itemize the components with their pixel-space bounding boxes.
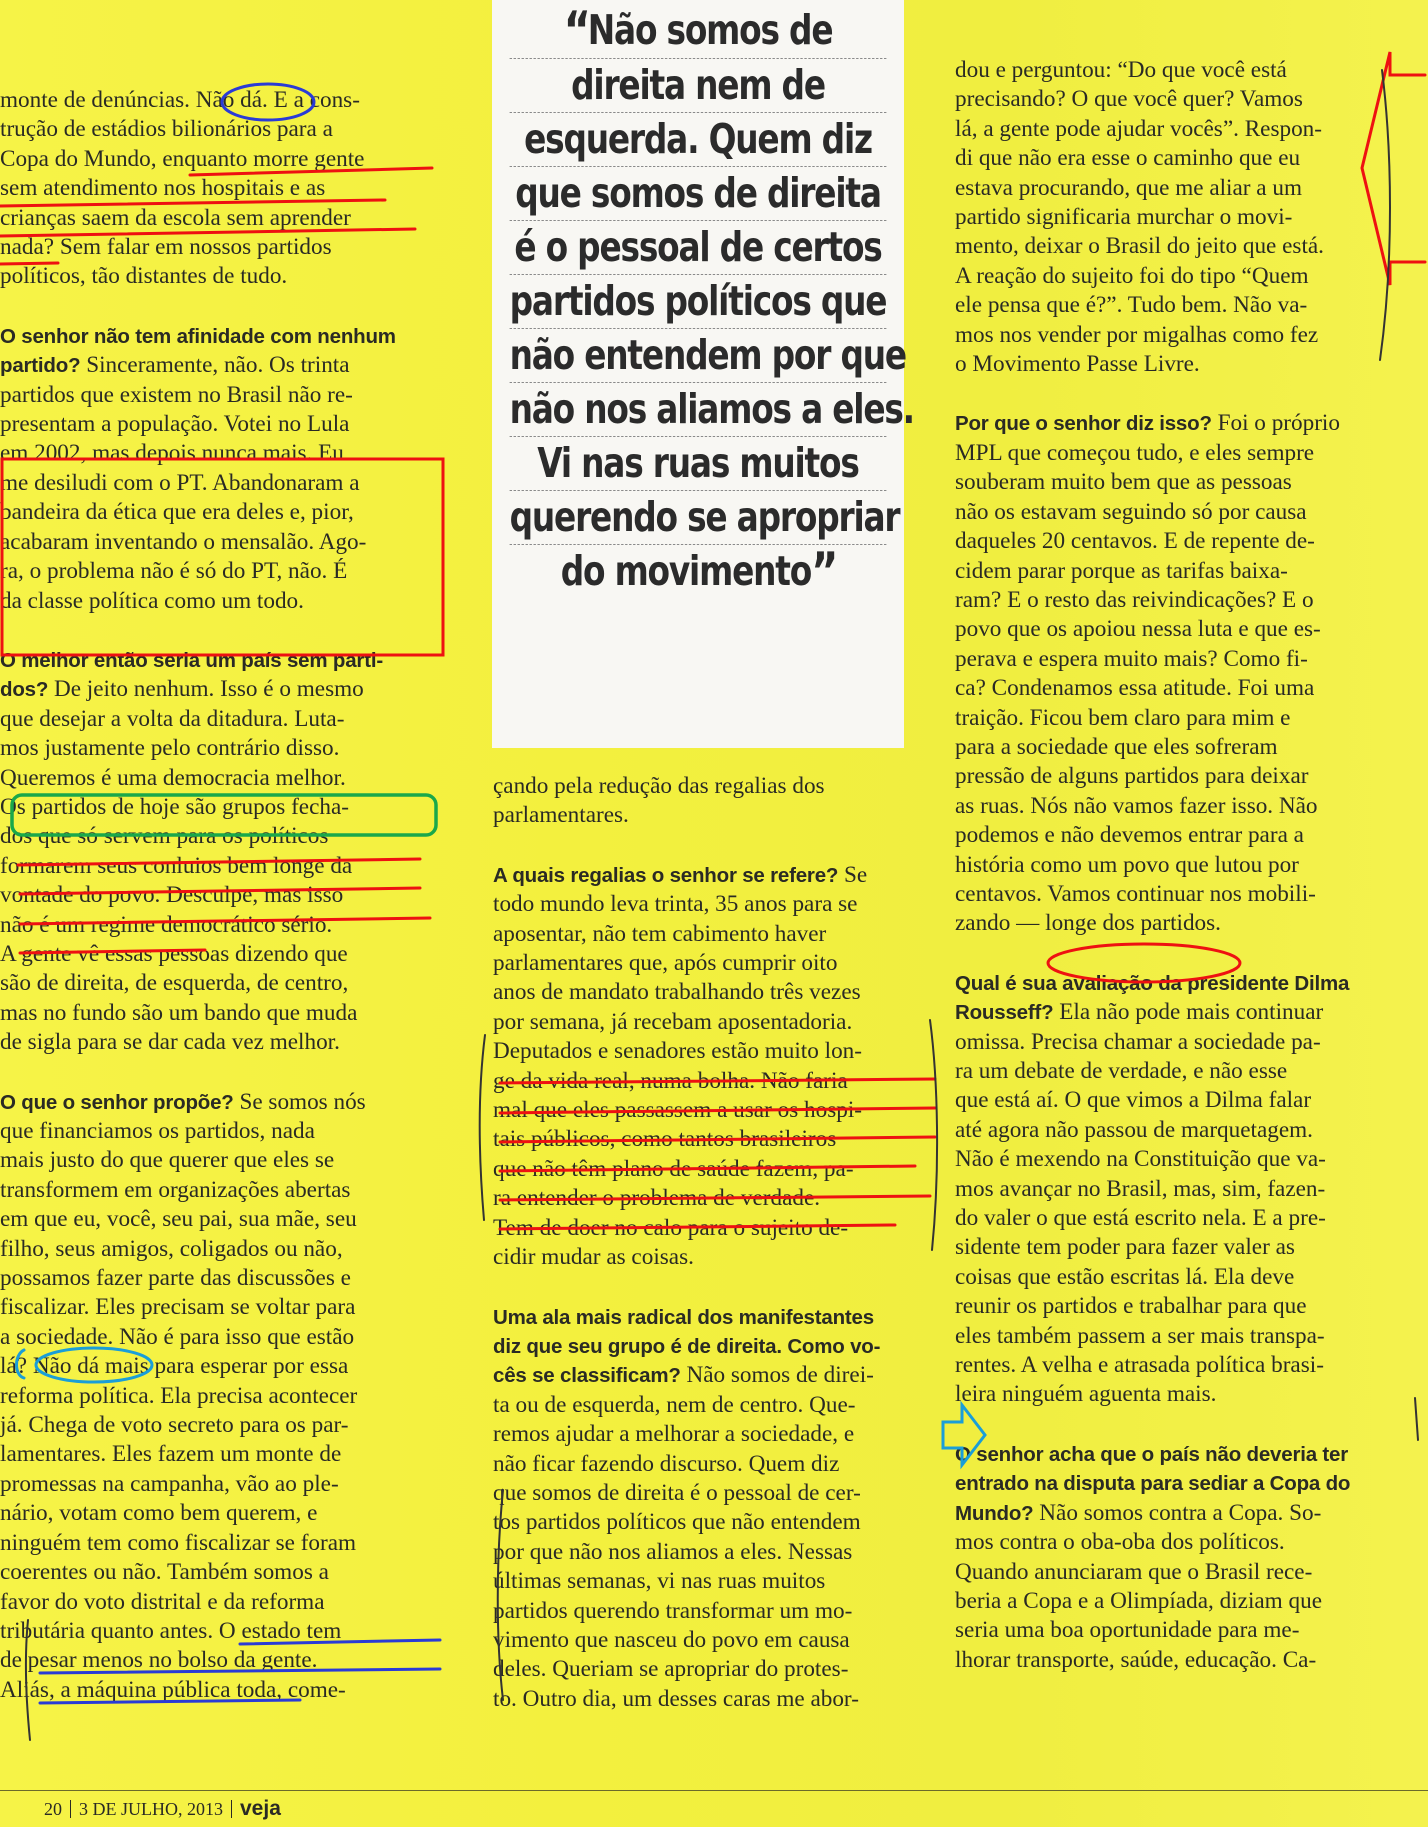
text-line: çando pela redução das regalias dos <box>493 773 825 799</box>
text-line: vontade do povo. Desculpe, mas isso <box>0 882 344 909</box>
pull-quote-text: Não somos de <box>587 6 833 54</box>
text-line: já. Chega de voto secreto para os par- <box>0 1412 349 1439</box>
interview-question: diz que seu grupo é de direita. Como vo- <box>493 1334 881 1358</box>
text-line: Não é mexendo na Constituição que va- <box>955 1146 1326 1173</box>
text-line: são de direita, de esquerda, de centro, <box>0 970 349 997</box>
text-block <box>955 409 1427 938</box>
text-line: que somos de direita é o pessoal de cer- <box>493 1479 861 1506</box>
text-line: precisando? O que você quer? Vamos <box>955 86 1303 113</box>
question-line <box>955 998 1427 1027</box>
text-line: A gente vê essas pessoas dizendo que <box>0 940 348 967</box>
pull-quote-line <box>509 491 900 545</box>
text-line: possamos fazer parte das discussões e <box>0 1265 351 1292</box>
text-line: todo mundo leva trinta, 35 anos para se <box>493 891 858 918</box>
text-line: ninguém tem como fiscalizar se foram <box>0 1529 357 1556</box>
interview-question: A quais regalias o senhor se refere? <box>493 863 839 887</box>
text-line: Queremos é uma democracia melhor. <box>0 764 346 791</box>
text-line: ra um debate de verdade, e não esse <box>955 1058 1288 1084</box>
answer-start: Se somos nós <box>239 1088 366 1115</box>
text-line: lá, a gente pode ajudar vocês”. Respon- <box>955 115 1322 142</box>
answer-start: Não somos contra a Copa. So- <box>1039 1499 1322 1526</box>
text-line: omissa. Precisa chamar a sociedade pa- <box>955 1028 1321 1055</box>
pull-quote-text: direita nem de <box>571 61 825 109</box>
question-line <box>493 1361 941 1390</box>
text-line: por semana, já recebam aposentadoria. <box>493 1008 853 1035</box>
text-line: do valer o que está escrito nela. E a pre- <box>955 1205 1326 1232</box>
question-line <box>955 409 1427 438</box>
question-line <box>493 1303 941 1332</box>
text-line: tos partidos políticos que não entendem <box>493 1509 861 1536</box>
text-line: fiscalizar. Eles precisam se voltar para <box>0 1294 356 1321</box>
text-line: partidos querendo transformar um mo- <box>493 1597 853 1624</box>
text-line: sem atendimento nos hospitais e as <box>0 175 326 202</box>
text-line: não os estavam seguindo só por causa <box>955 498 1307 525</box>
pull-quote-text: partidos políticos que <box>509 277 887 325</box>
text-line: mos nos vender por migalhas como fez <box>955 321 1319 348</box>
question-line <box>955 1440 1427 1469</box>
text-line: para a sociedade que eles sofreram <box>955 733 1278 760</box>
pull-quote-line <box>510 275 887 329</box>
text-line: perava e espera muito mais? Como fi- <box>955 645 1308 672</box>
interview-question: Rousseff? <box>955 1001 1054 1025</box>
text-line: cidir mudar as coisas. <box>493 1244 694 1271</box>
text-line: ca? Condenamos essa atitude. Foi uma <box>955 675 1315 702</box>
text-line: aposentar, não tem cabimento haver <box>493 920 827 947</box>
text-line: últimas semanas, vi nas ruas muitos <box>493 1568 826 1595</box>
pull-quote-line <box>509 329 906 383</box>
text-line: A reação do sujeito foi do tipo “Quem <box>955 262 1309 289</box>
pull-quote-text: esquerda. Quem diz <box>524 115 872 163</box>
pull-quote-text: querendo se apropriar <box>509 493 900 541</box>
text-line: mas no fundo são um bando que muda <box>0 999 358 1026</box>
interview-question: cês se classificam? <box>493 1364 681 1388</box>
text-line: acabaram inventando o mensalão. Ago- <box>0 528 367 555</box>
text-line: cidem parar porque as tarifas baixa- <box>955 557 1288 584</box>
text-line: traição. Ficou bem claro para mim e <box>955 704 1291 731</box>
text-line: ge da vida real, numa bolha. Não faria <box>493 1067 848 1094</box>
text-line: não ficar fazendo discurso. Quem diz <box>493 1450 840 1477</box>
magazine-brand: veja <box>240 1797 281 1820</box>
text-block <box>955 969 1427 1410</box>
text-line: da classe política como um todo. <box>0 587 304 614</box>
text-line: crianças saem da escola sem aprender <box>0 204 351 231</box>
text-line: reunir os partidos e trabalhar para que <box>955 1293 1307 1320</box>
text-line: nário, votam como bem querem, e <box>0 1500 318 1527</box>
text-line: transformem em organizações abertas <box>0 1176 351 1203</box>
text-line: até agora não passou de marquetagem. <box>955 1116 1313 1143</box>
interview-question: Qual é sua avaliação da presidente Dilma <box>955 971 1350 995</box>
pull-quote-line <box>510 542 887 602</box>
footer-rule <box>0 1790 1428 1791</box>
interview-question: partido? <box>0 354 81 378</box>
text-line: Tem de doer no calo para o sujeito de- <box>493 1214 849 1241</box>
text-block <box>0 1088 440 1706</box>
text-line: ra, o problema não é só do PT, não. É <box>0 558 348 585</box>
answer-start: Se <box>844 861 868 888</box>
text-line: ra entender o problema de verdade. <box>493 1185 821 1212</box>
text-line: que está aí. O que vimos a Dilma falar <box>955 1087 1312 1114</box>
text-line: povo que os apoiou nessa luta e que es- <box>955 616 1321 643</box>
text-block <box>955 56 1427 379</box>
question-line <box>0 1088 440 1117</box>
text-line: formarem seus conluios bem longe da <box>0 852 353 879</box>
text-line: Aliás, a máquina pública toda, come- <box>0 1676 346 1703</box>
pull-quote-line <box>510 221 887 275</box>
pull-quote-text: que somos de direita <box>515 169 881 217</box>
text-line: souberam muito bem que as pessoas <box>955 469 1292 496</box>
answer-start: Não somos de direi- <box>686 1362 874 1389</box>
text-line: vimento que nasceu do povo em causa <box>493 1626 850 1653</box>
text-line: lamentares. Eles fazem um monte de <box>0 1441 342 1468</box>
pull-quote-text: não nos aliamos a eles. <box>509 385 914 433</box>
text-line: mento, deixar o Brasil do jeito que está. <box>955 233 1324 260</box>
question-line <box>0 351 440 380</box>
text-line: tributária quanto antes. O estado tem <box>0 1617 342 1644</box>
text-line: história como um povo que lutou por <box>955 851 1299 878</box>
page-footer <box>44 1797 281 1821</box>
text-line: ele pensa que é?”. Tudo bem. Não va- <box>955 292 1308 319</box>
question-line <box>955 1469 1427 1498</box>
text-line: que não têm plano de saúde fazem, pa- <box>493 1155 854 1182</box>
text-line: a sociedade. Não é para isso que estão <box>0 1323 355 1350</box>
text-line: mais justo do que querer que eles se <box>0 1147 335 1174</box>
interview-question: O que o senhor propõe? <box>0 1090 234 1114</box>
pull-quote-text: é o pessoal de certos <box>514 223 882 271</box>
question-line <box>493 861 941 890</box>
text-block <box>493 861 941 1273</box>
pen-bracket <box>480 1035 485 1220</box>
question-line <box>0 322 440 351</box>
pull-quote-line <box>510 1 887 61</box>
text-line: to. Outro dia, um desses caras me abor- <box>493 1685 859 1712</box>
text-line: parlamentares. <box>493 802 629 829</box>
text-block <box>493 1303 941 1715</box>
text-line: dou e perguntou: “Do que você está <box>955 57 1287 83</box>
interview-question: O senhor não tem afinidade com nenhum <box>0 324 396 348</box>
text-line: centavos. Vamos continuar nos mobili- <box>955 880 1316 907</box>
text-line: daqueles 20 centavos. E de repente de- <box>955 528 1315 555</box>
text-line: anos de mandato trabalhando três vezes <box>493 979 861 1006</box>
text-line: leira ninguém aguenta mais. <box>955 1381 1217 1408</box>
question-line <box>955 969 1427 998</box>
text-line: coisas que estão escritas lá. Ela deve <box>955 1263 1295 1290</box>
text-line: de pesar menos no bolso da gente. <box>0 1647 318 1674</box>
pull-quote-text: não entendem por que <box>509 331 906 379</box>
text-line: tais públicos, como tantos brasileiros <box>493 1126 837 1153</box>
pull-quote-line <box>510 167 887 221</box>
text-line: o Movimento Passe Livre. <box>955 351 1200 378</box>
interview-question: Uma ala mais radical dos manifestantes <box>493 1305 874 1329</box>
text-line: coerentes ou não. Também somos a <box>0 1559 329 1586</box>
text-line: ta ou de esquerda, nem de centro. Que- <box>493 1391 856 1418</box>
text-line: mos contra o oba-oba dos políticos. <box>955 1529 1285 1556</box>
text-line: estava procurando, que me aliar a um <box>955 174 1303 201</box>
text-line: MPL que começou tudo, e eles sempre <box>955 439 1315 466</box>
text-line: deles. Queriam se apropriar do protes- <box>493 1656 849 1683</box>
text-line: Quando anunciaram que o Brasil rece- <box>955 1558 1313 1585</box>
answer-start: Ela não pode mais continuar <box>1059 999 1324 1026</box>
text-line: eles também passem a ser mais transpa- <box>955 1322 1325 1349</box>
text-line: di que não era esse o caminho que eu <box>955 145 1301 172</box>
text-line: não é um regime democrático sério. <box>0 911 333 938</box>
text-line: Copa do Mundo, enquanto morre gente <box>0 145 365 172</box>
pull-quote-line <box>510 113 887 167</box>
text-line: presentam a população. Votei no Lula <box>0 411 350 438</box>
question-line <box>493 1332 941 1361</box>
text-block <box>493 772 941 831</box>
text-block <box>955 1440 1427 1675</box>
interview-question: dos? <box>0 678 49 702</box>
pull-quote-text: Vi nas ruas muitos <box>537 439 859 487</box>
text-line: Deputados e senadores estão muito lon- <box>493 1038 862 1065</box>
text-line: que financiamos os partidos, nada <box>0 1118 315 1144</box>
text-line: em que eu, você, seu pai, sua mãe, seu <box>0 1206 357 1233</box>
close-quote-mark: ” <box>811 542 836 602</box>
text-line: de sigla para se dar cada vez melhor. <box>0 1029 340 1056</box>
text-line: ram? E o resto das reivindicações? E o <box>955 586 1314 613</box>
interview-question: Por que o senhor diz isso? <box>955 412 1212 436</box>
text-line: mos justamente pelo contrário disso. <box>0 735 340 762</box>
issue-date: 3 DE JULHO, 2013 <box>79 1799 223 1819</box>
text-line: lá? Não dá mais para esperar por essa <box>0 1353 349 1380</box>
text-line: parlamentares que, após cumprir oito <box>493 950 838 977</box>
page-number: 20 <box>44 1799 62 1819</box>
text-line: podemos e não devemos entrar para a <box>955 822 1304 849</box>
text-line: dos que só servem para os políticos <box>0 823 329 850</box>
text-line: em 2002, mas depois nunca mais. Eu <box>0 440 344 467</box>
question-line <box>955 1499 1427 1528</box>
pull-quote-line <box>510 437 887 491</box>
pull-quote-line <box>510 59 887 113</box>
text-block <box>0 322 440 616</box>
text-line: mal que eles passassem a usar os hospi- <box>493 1097 862 1124</box>
open-quote-mark: “ <box>563 1 588 61</box>
question-line <box>0 646 440 675</box>
pull-quote-line <box>509 383 914 437</box>
text-line: monte de denúncias. Não dá. E a cons- <box>0 87 360 113</box>
text-line: as ruas. Nós não vamos fazer isso. Não <box>955 792 1318 819</box>
text-line: bandeira da ética que era deles e, pior, <box>0 499 354 526</box>
pull-quote-text: do movimento <box>560 547 812 595</box>
text-block <box>0 86 440 292</box>
interview-question: Mundo? <box>955 1501 1034 1525</box>
text-line: nada? Sem falar em nossos partidos <box>0 234 332 261</box>
interview-question: O melhor então seria um país sem parti- <box>0 648 383 672</box>
answer-start: De jeito nenhum. Isso é o mesmo <box>53 676 364 703</box>
text-line: favor do voto distrital e da reforma <box>0 1588 325 1615</box>
pull-quote <box>492 0 914 748</box>
text-line: trução de estádios bilionários para a <box>0 116 333 143</box>
text-line: partidos que existem no Brasil não re- <box>0 381 353 408</box>
column-3 <box>955 56 1427 1705</box>
text-line: promessas na campanha, vão ao ple- <box>0 1470 339 1497</box>
text-line: beria a Copa e a Olimpíada, diziam que <box>955 1587 1322 1614</box>
text-line: políticos, tão distantes de tudo. <box>0 263 288 290</box>
text-line: reforma política. Ela precisa acontecer <box>0 1382 358 1409</box>
text-line: sidente tem poder para fazer valer as <box>955 1234 1295 1261</box>
text-line: filho, seus amigos, coligados ou não, <box>0 1235 343 1262</box>
text-line: me desiludi com o PT. Abandonaram a <box>0 469 360 496</box>
text-line: que desejar a volta da ditadura. Luta- <box>0 705 345 732</box>
text-line: remos ajudar a melhorar a sociedade, e <box>493 1421 855 1448</box>
text-line: seria uma boa oportunidade para me- <box>955 1617 1300 1644</box>
text-block <box>0 646 440 1058</box>
text-line: lhorar transporte, saúde, educação. Ca- <box>955 1646 1317 1673</box>
text-line: Os partidos de hoje são grupos fecha- <box>0 793 350 820</box>
text-line: pressão de alguns partidos para deixar <box>955 763 1309 790</box>
question-line <box>0 675 440 704</box>
column-1 <box>0 86 440 1735</box>
answer-start: Foi o próprio <box>1217 410 1340 437</box>
interview-question: entrado na disputa para sediar a Copa do <box>955 1472 1351 1496</box>
column-2 <box>493 772 941 1744</box>
text-line: mos avançar no Brasil, mas, sim, fazen- <box>955 1175 1326 1202</box>
interview-question: O senhor acha que o país não deveria ter <box>955 1442 1349 1466</box>
text-line: partido significaria murchar o movi- <box>955 204 1293 231</box>
text-line: rentes. A velha e atrasada política brasi- <box>955 1352 1324 1379</box>
answer-start: Sinceramente, não. Os trinta <box>86 352 350 379</box>
text-line: por que não nos aliamos a eles. Nessas <box>493 1538 853 1565</box>
text-line: zando — longe dos partidos. <box>955 910 1221 937</box>
